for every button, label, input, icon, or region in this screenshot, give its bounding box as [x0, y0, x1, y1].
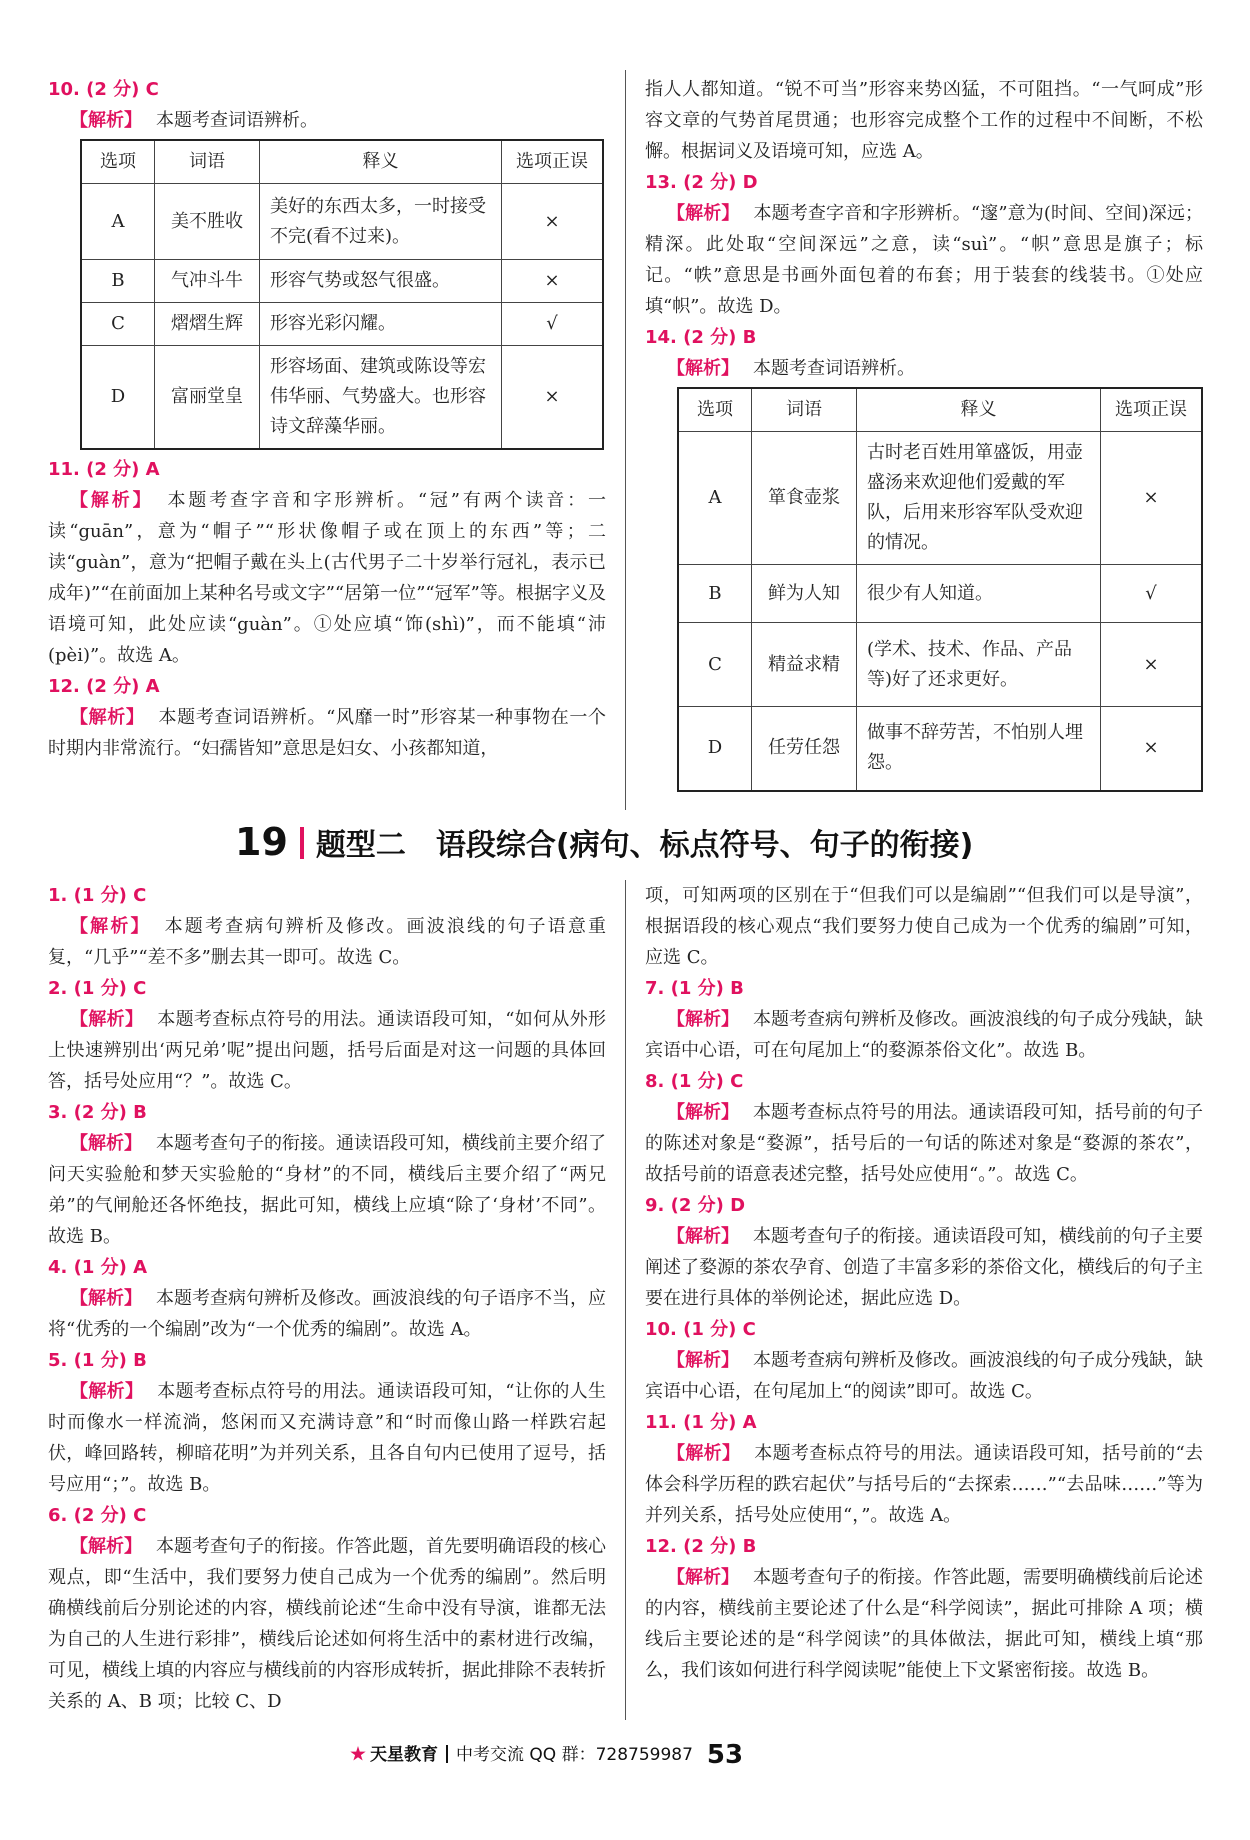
answer-8-analysis: 【解析】 本题考查标点符号的用法。通读语段可知，括号前的句子的陈述对象是“婺源”，括号后的一句话的陈述对象是“婺源的茶农”，故括号前的语意表述完整，括号处应使用“。”。故选 C。	[645, 1102, 1203, 1185]
table-row: C 精益求精 (学术、技术、作品、产品等)好了还求更好。 ×	[678, 623, 1202, 707]
table-row: A 箪食壶浆 古时老百姓用箪盛饭，用壶盛汤来欢迎他们爱戴的军队，后用来形容军队受欢迎的情况。 ×	[678, 432, 1202, 565]
table-row: B 鲜为人知 很少有人知道。 √	[678, 565, 1202, 623]
answer-6-analysis: 【解析】 本题考查句子的衔接。作答此题，首先要明确语段的核心观点，即“生活中，我们要努力使自己成为一个优秀的编剧”。然后明确横线前后分别论述的内容，横线前论述“生命中没有导演，谁都无法为自己的人生进行彩排”，横线后论述如何将生活中的素材进行改编，可见，横线上填的内容应与横线前的内容形成转折，据此排除不表转折关系的 A、B 项；比较 C、D	[48, 1536, 606, 1712]
answer-1-head: 1. (1 分) C	[48, 885, 147, 906]
answer-1-analysis: 【解析】 本题考查病句辨析及修改。画波浪线的句子语意重复，“几乎”“差不多”删去其一即可。故选 C。	[48, 916, 606, 968]
answer-6-continued: 项，可知两项的区别在于“但我们可以是编剧”“但我们可以是导演”，根据语段的核心观点“我们要努力使自己成为一个优秀的编剧”可知，应选 C。	[645, 885, 1203, 968]
right-top-column	[645, 74, 1203, 796]
footer-qq-group: 中考交流 QQ 群：728759987	[456, 1745, 693, 1765]
answer-14-table	[677, 387, 1203, 792]
table-row: D 任劳任怨 做事不辞劳苦，不怕别人埋怨。 ×	[678, 707, 1202, 791]
answer-13-analysis: 【解析】 本题考查字音和字形辨析。“邃”意为(时间、空间)深远；精深。此处取“空间深远”之意，读“suì”。“帜”意思是旗子；标记。“帙”意思是书画外面包着的布套；用于装套的线装书。①处应填“帜”。故选 D。	[645, 203, 1204, 317]
section-title	[235, 820, 973, 864]
answer-12b-head: 12. (2 分) B	[645, 1536, 757, 1557]
table-header-row: 选项 词语 释义 选项正误	[678, 388, 1202, 432]
answer-2-head: 2. (1 分) C	[48, 978, 147, 999]
footer-separator	[446, 1745, 448, 1763]
answer-7-analysis: 【解析】 本题考查病句辨析及修改。画波浪线的句子成分残缺，缺宾语中心语，可在句尾加上“的婺源茶俗文化”。故选 B。	[645, 1009, 1203, 1061]
answer-12-analysis: 【解析】 本题考查词语辨析。“风靡一时”形容某一种事物在一个时期内非常流行。“妇孺皆知”意思是妇女、小孩都知道，	[48, 707, 606, 759]
answer-7-head: 7. (1 分) B	[645, 978, 744, 999]
table-row: C 熠熠生辉 形容光彩闪耀。 √	[81, 303, 603, 346]
answer-6-head: 6. (2 分) C	[48, 1505, 147, 1526]
answer-12b-analysis: 【解析】 本题考查句子的衔接。作答此题，需要明确横线前后论述的内容，横线前主要论述了什么是“科学阅读”，据此可排除 A 项；横线后主要论述的是“科学阅读”的具体做法，据此可知，横线上填“那么，我们该如何进行科学阅读呢”能使上下文紧密衔接。故选 B。	[645, 1567, 1203, 1681]
answer-12-head: 12. (2 分) A	[48, 676, 160, 697]
answer-3-analysis: 【解析】 本题考查句子的衔接。通读语段可知，横线前主要介绍了问天实验舱和梦天实验舱的“身材”的不同，横线后主要介绍了“两兄弟”的气闸舱还各怀绝技，据此可知，横线上应填“除了‘身材’不同”。故选 B。	[48, 1133, 606, 1247]
footer-brand: 天星教育	[370, 1745, 438, 1765]
star-logo-icon	[350, 1746, 366, 1762]
table-row: A 美不胜收 美好的东西太多，一时接受不完(看不过来)。 ×	[81, 184, 603, 260]
table-header-row: 选项 词语 释义 选项正误	[81, 140, 603, 184]
answer-5-head: 5. (1 分) B	[48, 1350, 147, 1371]
left-top-column	[48, 74, 606, 764]
table-row: D 富丽堂皇 形容场面、建筑或陈设等宏伟华丽、气势盛大。也形容诗文辞藻华丽。 ×	[81, 346, 603, 450]
answer-11b-analysis: 【解析】 本题考查标点符号的用法。通读语段可知，括号前的“去体会科学历程的跌宕起伏”与括号后的“去探索……”“去品味……”等为并列关系，括号处应使用“，”。故选 A。	[645, 1443, 1204, 1526]
answer-2-analysis: 【解析】 本题考查标点符号的用法。通读语段可知，“如何从外形上快速辨别出‘两兄弟’呢”提出问题，括号后面是对这一问题的具体回答，括号处应用“？”。故选 C。	[48, 1009, 607, 1092]
page-number: 53	[706, 1740, 744, 1770]
answer-4-head: 4. (1 分) A	[48, 1257, 148, 1278]
answer-10-analysis: 【解析】 本题考查词语辨析。	[70, 110, 318, 131]
answer-5-analysis: 【解析】 本题考查标点符号的用法。通读语段可知，“让你的人生时而像水一样流淌，悠闲而又充满诗意”和“时而像山路一样跌宕起伏，峰回路转，柳暗花明”为并列关系，且各自句内已使用了逗号，括号应用“；”。故选 B。	[48, 1381, 607, 1495]
section-heading: 题型二 语段综合(病句、标点符号、句子的衔接)	[315, 828, 974, 863]
answer-3-head: 3. (2 分) B	[48, 1102, 147, 1123]
page-footer	[350, 1740, 743, 1770]
table-row: B 气冲斗牛 形容气势或怒气很盛。 ×	[81, 260, 603, 303]
answer-9-analysis: 【解析】 本题考查句子的衔接。通读语段可知，横线前的句子主要阐述了婺源的茶农孕育、创造了丰富多彩的茶俗文化，横线后的句子主要在进行具体的举例论述，据此应选 D。	[645, 1226, 1203, 1309]
answer-8-head: 8. (1 分) C	[645, 1071, 744, 1092]
right-bottom-column	[645, 880, 1203, 1686]
answer-11-head: 11. (2 分) A	[48, 459, 160, 480]
section-divider	[300, 827, 304, 859]
answer-10b-analysis: 【解析】 本题考查病句辨析及修改。画波浪线的句子成分残缺，缺宾语中心语，在句尾加上“的阅读”即可。故选 C。	[645, 1350, 1203, 1402]
answer-14-analysis: 【解析】 本题考查词语辨析。	[667, 358, 915, 379]
column-divider-top	[625, 70, 626, 810]
left-bottom-column	[48, 880, 606, 1717]
answer-10b-head: 10. (1 分) C	[645, 1319, 756, 1340]
answer-4-analysis: 【解析】 本题考查病句辨析及修改。画波浪线的句子语序不当，应将“优秀的一个编剧”改为“一个优秀的编剧”。故选 A。	[48, 1288, 606, 1340]
answer-14-head: 14. (2 分) B	[645, 327, 757, 348]
answer-10-table	[80, 139, 604, 450]
answer-12-continued: 指人人都知道。“锐不可当”形容来势凶猛，不可阻挡。“一气呵成”形容文章的气势首尾贯通；也形容完成整个工作的过程中不间断，不松懈。根据词义及语境可知，应选 A。	[645, 79, 1203, 162]
answer-11b-head: 11. (1 分) A	[645, 1412, 757, 1433]
answer-11-analysis: 【解析】 本题考查字音和字形辨析。“冠”有两个读音：一读“guān”，意为“帽子”“形状像帽子或在顶上的东西”等；二读“guàn”，意为“把帽子戴在头上(古代男子二十岁举行冠礼，表示已成年)”“在前面加上某种名号或文字”“居第一位”“冠军”等。根据字义及语境可知，此处应读“guàn”。①处应填“饰(shì)”，而不能填“沛(pèi)”。故选 A。	[48, 490, 607, 666]
section-number: 19	[235, 820, 288, 864]
column-divider-bottom	[625, 880, 626, 1720]
answer-10-head: 10. (2 分) C	[48, 79, 159, 100]
answer-9-head: 9. (2 分) D	[645, 1195, 746, 1216]
answer-13-head: 13. (2 分) D	[645, 172, 758, 193]
